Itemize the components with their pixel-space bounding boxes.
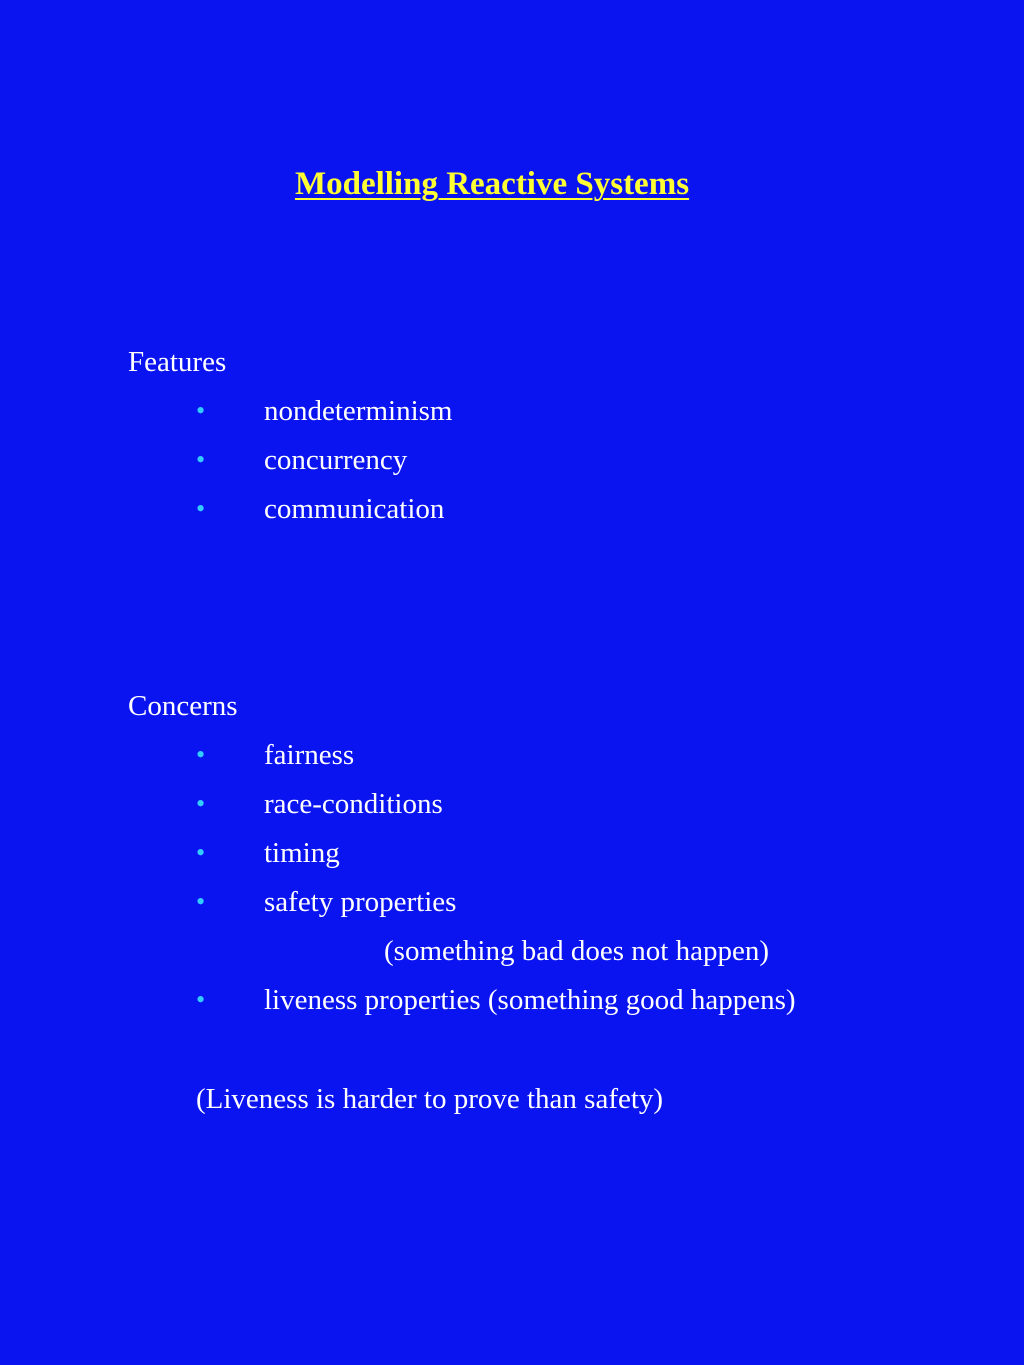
feature-item: concurrency bbox=[264, 444, 408, 476]
bullet-icon: • bbox=[196, 985, 206, 1014]
bullet-icon: • bbox=[196, 789, 206, 818]
bullet-icon: • bbox=[196, 887, 206, 916]
concern-item: fairness bbox=[264, 739, 355, 771]
features-heading: Features bbox=[128, 346, 227, 378]
bullet-icon: • bbox=[196, 494, 206, 523]
concern-item: timing bbox=[264, 837, 340, 869]
bullet-icon: • bbox=[196, 838, 206, 867]
footnote: (Liveness is harder to prove than safety) bbox=[196, 1083, 664, 1115]
bullet-icon: • bbox=[196, 740, 206, 769]
bullet-icon: • bbox=[196, 396, 206, 425]
concerns-heading: Concerns bbox=[128, 690, 238, 722]
concern-item: safety properties bbox=[264, 886, 457, 918]
bullet-icon: • bbox=[196, 445, 206, 474]
slide-title: Modelling Reactive Systems bbox=[294, 166, 690, 202]
concern-item: race-conditions bbox=[264, 788, 443, 820]
concern-item-liveness: liveness properties (something good happens) bbox=[264, 984, 796, 1016]
feature-item: nondeterminism bbox=[264, 395, 453, 427]
feature-item: communication bbox=[264, 493, 445, 525]
safety-note: (something bad does not happen) bbox=[384, 935, 769, 967]
